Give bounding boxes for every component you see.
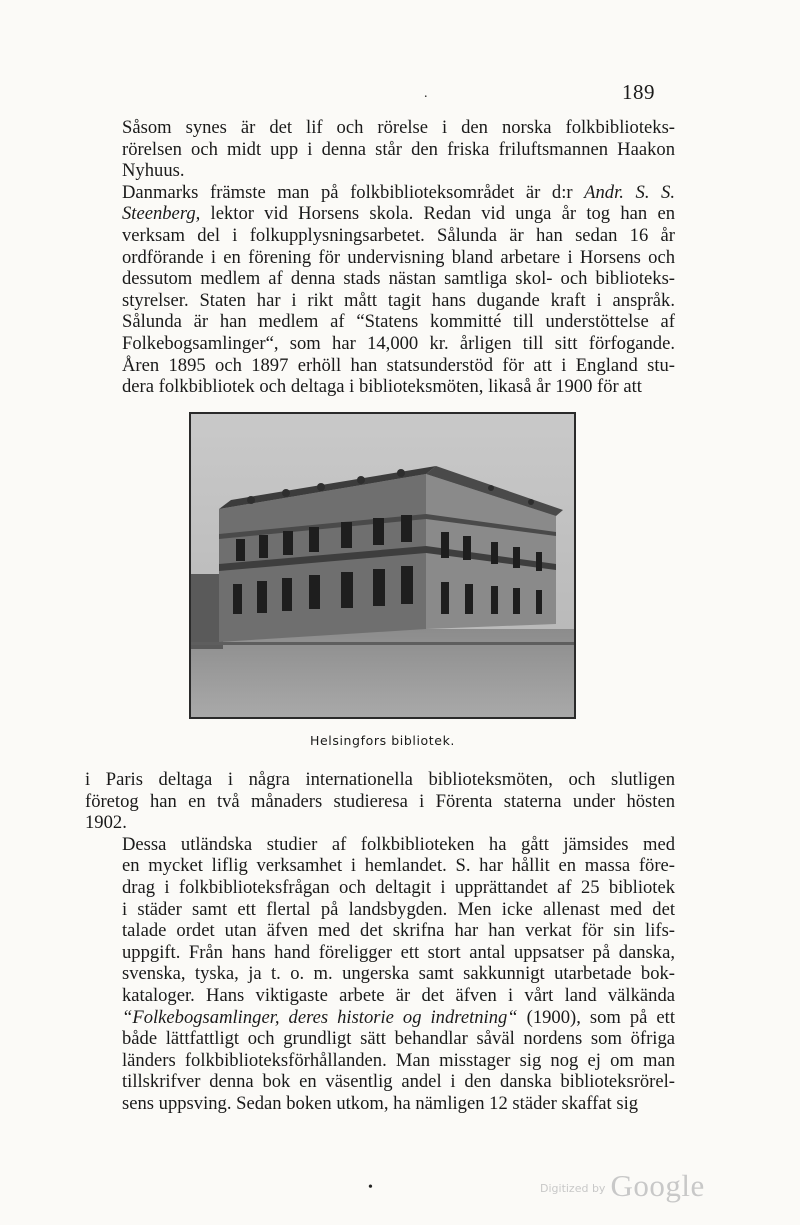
google-logo: Google bbox=[610, 1168, 705, 1203]
watermark-prefix: Digitized by bbox=[540, 1182, 606, 1195]
bottom-text-block bbox=[85, 769, 675, 1115]
text-line: Nyhuus. bbox=[122, 160, 185, 182]
text-line: “Folkebogsamlinger, deres historie og indretning“ (1900), som på ett bbox=[122, 1006, 675, 1028]
library-photograph bbox=[189, 412, 576, 719]
text-line: dessutom medlem af denna stads nästan samtliga skol- och biblioteks- bbox=[122, 268, 675, 290]
page-number: 189 bbox=[622, 80, 655, 104]
paragraph bbox=[85, 117, 675, 182]
text-line: i Paris deltaga i några internationella biblioteksmöten, och slutligen bbox=[85, 769, 675, 790]
text-line: verksam del i folkupplysningsarbetet. Sålunda är han sedan 16 år bbox=[122, 224, 675, 246]
text-line: ordförande i en förening för undervisning bland arbetare i Horsens och bbox=[122, 246, 675, 268]
text-line: Åren 1895 och 1897 erhöll han statsunderstöd för att i England stu- bbox=[122, 354, 675, 376]
text-line: både lättfattligt och grundligt sätt behandlar såväl nordens som öfriga bbox=[122, 1028, 675, 1050]
stray-dot-bottom: • bbox=[368, 1180, 373, 1195]
text-line: Dessa utländska studier af folkbiblioteken ha gått jämsides med bbox=[122, 833, 675, 855]
paragraph bbox=[85, 834, 675, 1115]
text-line: en mycket liflig verksamhet i hemlandet. S. har hållit en massa före- bbox=[122, 855, 675, 877]
text-line: Sålunda är han medlem af “Statens kommitté till understöttelse af bbox=[122, 311, 675, 333]
text-line: företog han en två månaders studieresa i Förenta staterna under hösten bbox=[85, 790, 675, 812]
text-line: länders folkbiblioteksförhållanden. Man misstager sig nog ej om man bbox=[122, 1049, 675, 1071]
text-line: Folkebogsamlinger“, som har 14,000 kr. årligen till sitt förfogande. bbox=[122, 332, 675, 354]
text-line: Såsom synes är det lif och rörelse i den norska folkbiblioteks- bbox=[122, 117, 675, 138]
text-line: kataloger. Hans viktigaste arbete är det äfven i vårt land välkända bbox=[122, 984, 675, 1006]
text-line: Danmarks främste man på folkbiblioteksområdet är d:r Andr. S. S. bbox=[122, 181, 675, 203]
text-line: styrelser. Staten har i rikt mått tagit hans dugande kraft i anspråk. bbox=[122, 289, 675, 311]
building-illustration bbox=[191, 414, 574, 717]
paragraph bbox=[85, 182, 675, 398]
text-line: Steenberg, lektor vid Horsens skola. Redan vid unga år tog han en bbox=[122, 203, 675, 225]
top-text-block bbox=[85, 117, 675, 398]
figure-caption: Helsingfors bibliotek. bbox=[309, 733, 456, 748]
text-line: svenska, tyska, ja t. o. m. ungerska samt sakkunnigt utarbetade bok- bbox=[122, 963, 675, 985]
text-line: talade ordet utan äfven med det skrifna har han verkat för sin lifs- bbox=[122, 920, 675, 942]
paragraph bbox=[85, 769, 675, 834]
text-line: uppgift. Från hans hand föreligger ett stort antal uppsatser på danska, bbox=[122, 941, 675, 963]
text-line: sens uppsving. Sedan boken utkom, ha nämligen 12 städer skaffat sig bbox=[122, 1092, 639, 1114]
text-line: 1902. bbox=[85, 812, 127, 834]
text-line: i städer samt ett flertal på landsbygden. Men icke allenast med det bbox=[122, 898, 675, 920]
text-line: rörelsen och midt upp i denna står den friska friluftsmannen Haakon bbox=[122, 138, 675, 160]
digitization-watermark bbox=[540, 1168, 705, 1204]
text-line: dera folkbibliotek och deltaga i biblioteksmöten, likaså år 1900 för att bbox=[122, 376, 642, 398]
stray-dot: . bbox=[424, 86, 428, 101]
text-line: drag i folkbiblioteksfrågan och deltagit i upprättandet af 25 bibliotek bbox=[122, 876, 675, 898]
text-line: tillskrifver denna bok en väsentlig andel i den danska biblioteksrörel- bbox=[122, 1071, 675, 1093]
